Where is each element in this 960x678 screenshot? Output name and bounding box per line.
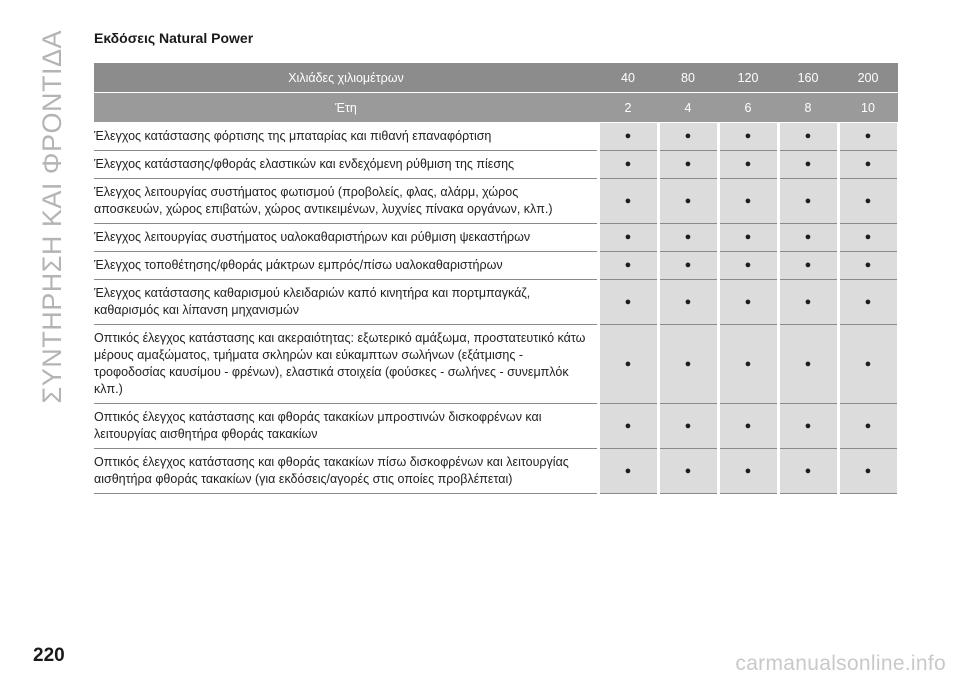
header-row-years	[94, 93, 898, 123]
bullet-dot-icon: ●	[684, 158, 692, 170]
interval-mark-cell	[658, 280, 718, 325]
interval-mark-cell	[778, 224, 838, 252]
interval-mark-cell	[658, 252, 718, 280]
table-row	[94, 252, 898, 280]
bullet-dot-icon: ●	[864, 464, 872, 477]
interval-mark-cell	[838, 123, 898, 151]
header-km-value: 160	[778, 63, 838, 93]
bullet-dot-icon: ●	[624, 259, 632, 271]
watermark: carmanualsonline.info	[735, 652, 946, 675]
header-row-km	[94, 63, 898, 93]
bullet-dot-icon: ●	[804, 259, 812, 271]
bullet-dot-icon: ●	[684, 357, 692, 370]
bullet-dot-icon: ●	[744, 464, 752, 477]
header-km-label: Χιλιάδες χιλιομέτρων	[94, 63, 598, 93]
interval-mark-cell	[718, 224, 778, 252]
interval-mark-cell	[778, 252, 838, 280]
interval-mark-cell	[838, 449, 898, 494]
bullet-dot-icon: ●	[684, 194, 692, 207]
bullet-dot-icon: ●	[804, 194, 812, 207]
bullet-dot-icon: ●	[804, 158, 812, 170]
interval-mark-cell	[718, 325, 778, 404]
interval-mark-cell	[718, 280, 778, 325]
table-row	[94, 123, 898, 151]
task-label: Έλεγχος κατάστασης καθαρισμού κλειδαριών καπό κινητήρα και πορτμπαγκάζ, καθαρισμός και λίπανση μηχανισμών	[94, 280, 598, 325]
bullet-dot-icon: ●	[684, 464, 692, 477]
chapter-side-title	[32, 30, 72, 450]
task-label: Οπτικός έλεγχος κατάστασης και φθοράς τακακίων πίσω δισκοφρένων και λειτουργίας αισθητήρα φθοράς τακακίων (για εκδόσεις/αγορές στις οποίες προβλέπεται)	[94, 449, 598, 494]
bullet-dot-icon: ●	[864, 130, 872, 142]
bullet-dot-icon: ●	[744, 357, 752, 370]
bullet-dot-icon: ●	[684, 231, 692, 243]
page-number: 220	[33, 645, 65, 666]
table-row	[94, 179, 898, 224]
interval-mark-cell	[838, 325, 898, 404]
header-year-value: 2	[598, 93, 658, 123]
bullet-dot-icon: ●	[624, 295, 632, 308]
bullet-dot-icon: ●	[624, 194, 632, 207]
interval-mark-cell	[718, 404, 778, 449]
interval-mark-cell	[838, 280, 898, 325]
interval-mark-cell	[838, 151, 898, 179]
bullet-dot-icon: ●	[624, 357, 632, 370]
bullet-dot-icon: ●	[624, 419, 632, 432]
interval-mark-cell	[598, 224, 658, 252]
bullet-dot-icon: ●	[744, 295, 752, 308]
header-km-value: 200	[838, 63, 898, 93]
header-years-label: Έτη	[94, 93, 598, 123]
task-label: Έλεγχος κατάστασης/φθοράς ελαστικών και ενδεχόμενη ρύθμιση της πίεσης	[94, 151, 598, 179]
table-row	[94, 449, 898, 494]
task-label: Έλεγχος κατάστασης φόρτισης της μπαταρίας και πιθανή επαναφόρτιση	[94, 123, 598, 151]
bullet-dot-icon: ●	[624, 231, 632, 243]
maintenance-schedule-table	[94, 63, 900, 494]
chapter-side-title-text: ΣΥΝΤΗΡΗΣΗ ΚΑΙ ΦΡΟΝΤΙΔΑ	[36, 30, 67, 404]
bullet-dot-icon: ●	[804, 357, 812, 370]
header-year-value: 8	[778, 93, 838, 123]
bullet-dot-icon: ●	[804, 130, 812, 142]
bullet-dot-icon: ●	[804, 231, 812, 243]
interval-mark-cell	[658, 151, 718, 179]
bullet-dot-icon: ●	[864, 357, 872, 370]
bullet-dot-icon: ●	[864, 295, 872, 308]
interval-mark-cell	[838, 224, 898, 252]
interval-mark-cell	[658, 404, 718, 449]
interval-mark-cell	[598, 280, 658, 325]
table-row	[94, 404, 898, 449]
header-year-value: 6	[718, 93, 778, 123]
interval-mark-cell	[718, 179, 778, 224]
bullet-dot-icon: ●	[744, 130, 752, 142]
interval-mark-cell	[598, 449, 658, 494]
table-row	[94, 325, 898, 404]
header-year-value: 4	[658, 93, 718, 123]
interval-mark-cell	[778, 280, 838, 325]
header-km-value: 80	[658, 63, 718, 93]
interval-mark-cell	[658, 449, 718, 494]
interval-mark-cell	[658, 325, 718, 404]
bullet-dot-icon: ●	[684, 259, 692, 271]
interval-mark-cell	[778, 123, 838, 151]
task-label: Έλεγχος λειτουργίας συστήματος υαλοκαθαριστήρων και ρύθμιση ψεκαστήρων	[94, 224, 598, 252]
interval-mark-cell	[598, 123, 658, 151]
bullet-dot-icon: ●	[864, 194, 872, 207]
interval-mark-cell	[718, 252, 778, 280]
interval-mark-cell	[778, 179, 838, 224]
interval-mark-cell	[718, 151, 778, 179]
interval-mark-cell	[658, 179, 718, 224]
interval-mark-cell	[838, 404, 898, 449]
task-label: Έλεγχος λειτουργίας συστήματος φωτισμού (προβολείς, φλας, αλάρμ, χώρος αποσκευών, χώρος επιβατών, χώρος αντικειμένων, λυχνίες πίνακα οργάνων, κλπ.)	[94, 179, 598, 224]
bullet-dot-icon: ●	[684, 295, 692, 308]
interval-mark-cell	[598, 404, 658, 449]
interval-mark-cell	[718, 449, 778, 494]
task-label: Έλεγχος τοποθέτησης/φθοράς μάκτρων εμπρός/πίσω υαλοκαθαριστήρων	[94, 252, 598, 280]
bullet-dot-icon: ●	[864, 419, 872, 432]
interval-mark-cell	[718, 123, 778, 151]
interval-mark-cell	[778, 151, 838, 179]
interval-mark-cell	[838, 179, 898, 224]
task-label: Οπτικός έλεγχος κατάστασης και φθοράς τακακίων μπροστινών δισκοφρένων και λειτουργίας αισθητήρα φθοράς τακακίων	[94, 404, 598, 449]
table-row	[94, 151, 898, 179]
interval-mark-cell	[598, 325, 658, 404]
bullet-dot-icon: ●	[744, 259, 752, 271]
interval-mark-cell	[598, 179, 658, 224]
task-label: Οπτικός έλεγχος κατάστασης και ακεραιότητας: εξωτερικό αμάξωμα, προστατευτικό κάτω μέρους αμαξώματος, τμήματα σκληρών και εύκαμπτων σωλήνων (εξάτμισης - τροφοδοσίας καυσίμου - φρένων), ελαστικά στοιχεία (φούσκες - σωλήνες - συνεμπλόκ κλπ.)	[94, 325, 598, 404]
bullet-dot-icon: ●	[864, 259, 872, 271]
bullet-dot-icon: ●	[864, 231, 872, 243]
bullet-dot-icon: ●	[804, 295, 812, 308]
header-km-value: 40	[598, 63, 658, 93]
interval-mark-cell	[778, 449, 838, 494]
table-row	[94, 224, 898, 252]
bullet-dot-icon: ●	[684, 130, 692, 142]
bullet-dot-icon: ●	[744, 231, 752, 243]
interval-mark-cell	[598, 252, 658, 280]
header-year-value: 10	[838, 93, 898, 123]
bullet-dot-icon: ●	[864, 158, 872, 170]
interval-mark-cell	[778, 404, 838, 449]
header-km-value: 120	[718, 63, 778, 93]
bullet-dot-icon: ●	[744, 194, 752, 207]
table-row	[94, 280, 898, 325]
bullet-dot-icon: ●	[684, 419, 692, 432]
interval-mark-cell	[778, 325, 838, 404]
bullet-dot-icon: ●	[804, 464, 812, 477]
bullet-dot-icon: ●	[624, 464, 632, 477]
section-title: Εκδόσεις Natural Power	[94, 30, 254, 46]
table-body	[94, 123, 898, 494]
interval-mark-cell	[658, 123, 718, 151]
interval-mark-cell	[838, 252, 898, 280]
bullet-dot-icon: ●	[804, 419, 812, 432]
bullet-dot-icon: ●	[744, 419, 752, 432]
interval-mark-cell	[658, 224, 718, 252]
bullet-dot-icon: ●	[744, 158, 752, 170]
bullet-dot-icon: ●	[624, 158, 632, 170]
bullet-dot-icon: ●	[624, 130, 632, 142]
interval-mark-cell	[598, 151, 658, 179]
